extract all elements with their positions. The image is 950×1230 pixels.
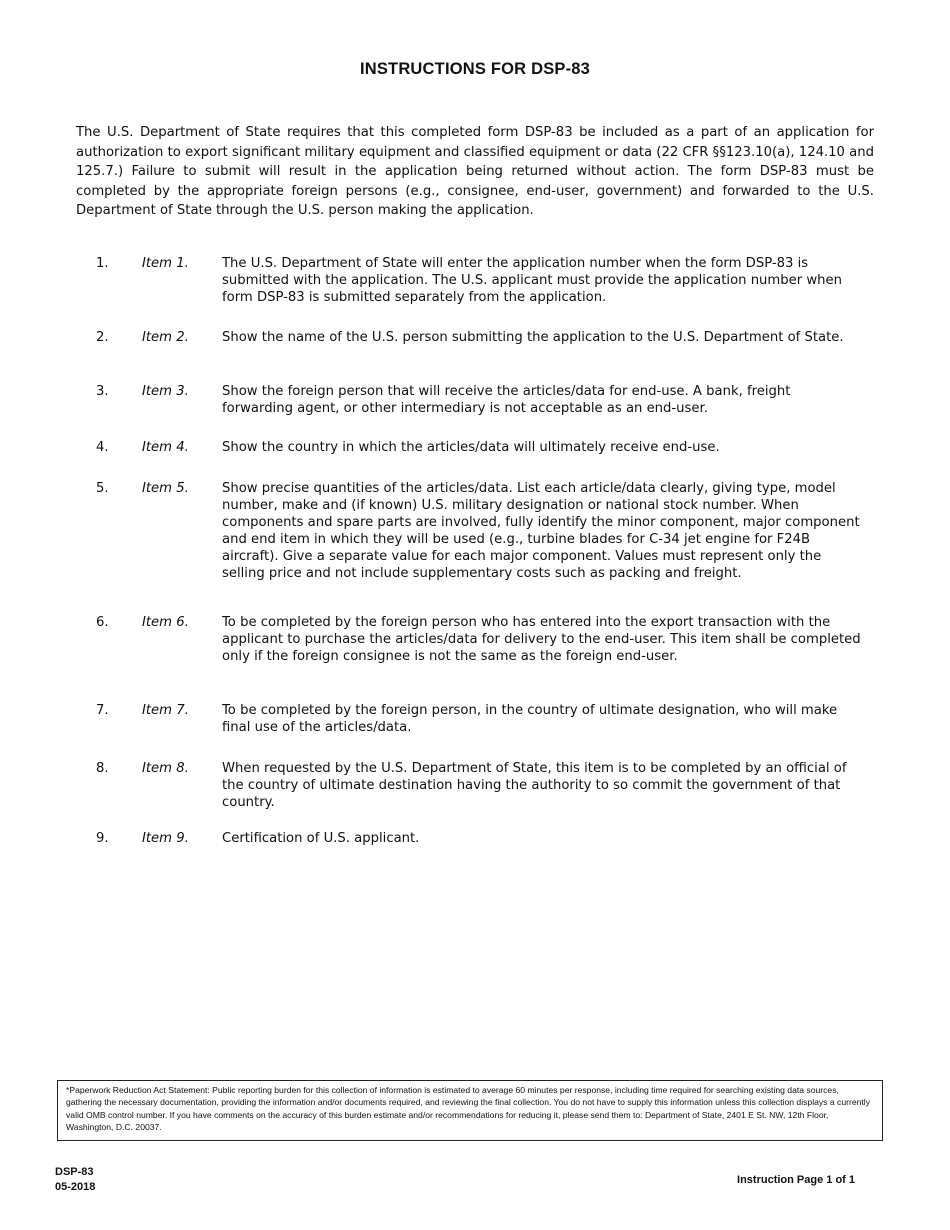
form-number: DSP-83 [55,1166,94,1178]
item-text: To be completed by the foreign person who has entered into the export transaction with the applicant to purchase the articles/data for delivery to the end-user. This item shall be completed only if the foreign consignee is not the same as the foreign end-user. [222,615,861,664]
form-date: 05-2018 [55,1181,96,1193]
page-title: INSTRUCTIONS FOR DSP-83 [359,60,591,78]
item-number: 8. [96,761,109,776]
item-label: Item 6. [142,615,189,630]
item-text: Show precise quantities of the articles/data. List each article/data clearly, giving type, model number, make and (if known) U.S. military designation or national stock number. When components and spare parts are involved, fully identify the minor component, major component and end item in which they will be used (e.g., turbine blades for C-34 jet engine for F24B aircraft). Give a separate value for each major component. Values must represent only the selling price and not include supplementary costs such as packing and freight. [222,481,860,581]
item-label: Item 2. [142,330,189,345]
item-text: To be completed by the foreign person, in the country of ultimate designation, who will make final use of the articles/data. [222,703,838,735]
item-label: Item 8. [142,761,189,776]
item-number: 7. [96,703,109,718]
item-number: 1. [96,256,109,271]
item-number: 5. [96,481,109,496]
page-number: Instruction Page 1 of 1 [737,1174,855,1186]
item-label: Item 9. [142,831,189,846]
item-label: Item 1. [142,256,189,271]
item-text: Show the foreign person that will receive the articles/data for end-use. A bank, freight forwarding agent, or other intermediary is not acceptable as an end-user. [222,384,791,416]
item-text: Show the name of the U.S. person submitting the application to the U.S. Department of State. [222,330,844,345]
item-text: Certification of U.S. applicant. [222,831,420,846]
item-number: 4. [96,440,109,455]
item-label: Item 4. [142,440,189,455]
paperwork-reduction-statement: *Paperwork Reduction Act Statement: Public reporting burden for this collection of information is estimated to average 60 minutes per response, including time required for searching existing data sources, gathering the necessary documentation, providing the information and/or documents required, and reviewing the final collection. You do not have to supply this information unless this collection displays a currently valid OMB control number. If you have comments on the accuracy of this burden estimate and/or recommendations for reducing it, please send them to: Department of State, 2401 E St. NW, 12th Floor, Washington, D.C. 20037. [57,1080,883,1141]
item-number: 3. [96,384,109,399]
intro-paragraph: The U.S. Department of State requires that this completed form DSP-83 be included as a part of an application for authorization to export significant military equipment and classified equipment or data (22 CFR §§123.10(a), 124.10 and 125.7.) Failure to submit will result in the application being returned without action. The form DSP-83 must be completed by the appropriate foreign persons (e.g., consignee, end-user, government) and forwarded to the U.S. Department of State through the U.S. person making the application. [76,125,874,219]
item-label: Item 3. [142,384,189,399]
form-identifier [55,1165,95,1195]
item-text: The U.S. Department of State will enter the application number when the form DSP-83 is submitted with the application. The U.S. applicant must provide the application number when form DSP-83 is submitted separately from the application. [222,256,842,305]
item-number: 9. [96,831,109,846]
item-label: Item 7. [142,703,189,718]
item-number: 2. [96,330,109,345]
item-text: When requested by the U.S. Department of State, this item is to be completed by an official of the country of ultimate destination having the authority to so commit the government of that country. [222,761,847,810]
item-label: Item 5. [142,481,189,496]
item-text: Show the country in which the articles/data will ultimately receive end-use. [222,440,720,455]
item-number: 6. [96,615,109,630]
